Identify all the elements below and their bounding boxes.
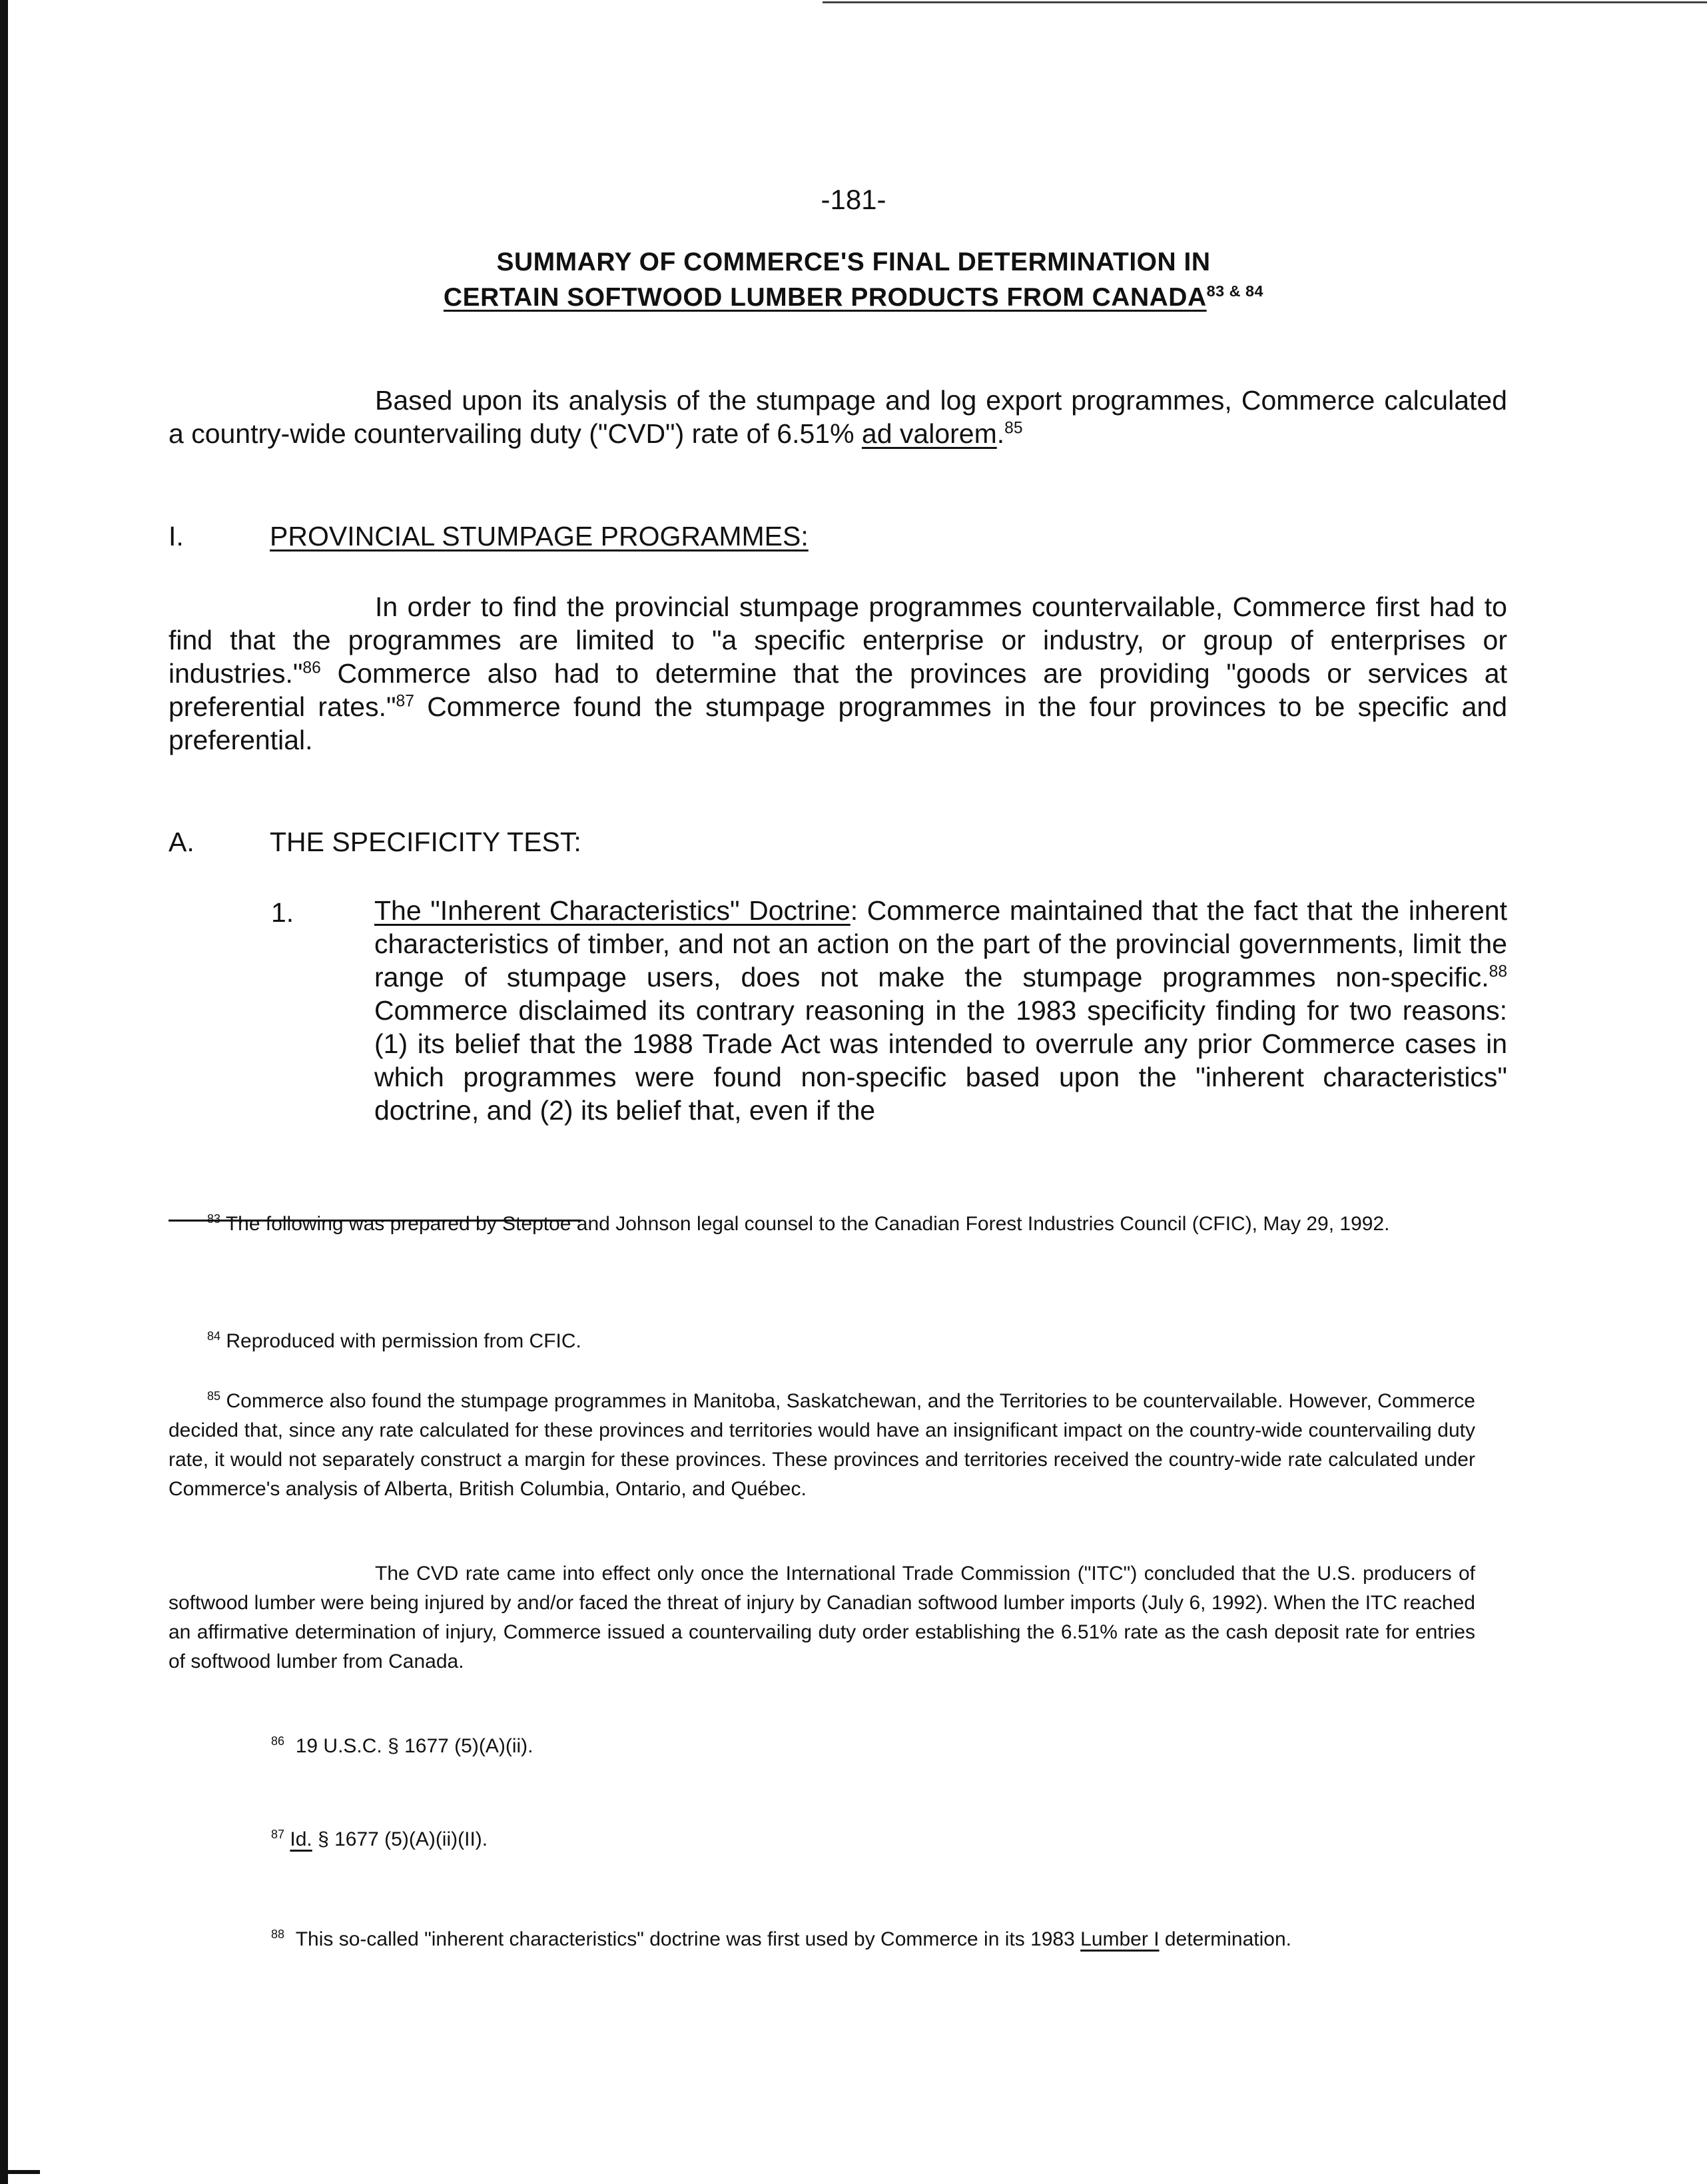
- footnote-83: [169, 1210, 1475, 1239]
- provincial-text-b: Commerce also had to determine that the provinces are providing "goods or services at preferential rates.": [169, 658, 1507, 722]
- scan-top-line: [823, 1, 1707, 3]
- section-a-number: A.: [169, 827, 194, 857]
- intro-paragraph: [169, 384, 1507, 450]
- footnote-ref-88: 88: [1489, 962, 1507, 981]
- section-a-title: THE SPECIFICITY TEST:: [270, 827, 581, 857]
- section-1-number: I.: [169, 521, 184, 551]
- item-1-text-a: : Commerce maintained that the fact that the inherent characteristics of timber, and not an action on the part of the provincial governments, limit the range of stumpage users, does not make the stumpage programmes non-specific.: [374, 895, 1507, 992]
- footnote-84-text: Reproduced with permission from CFIC.: [226, 1330, 581, 1352]
- intro-ad-valorem: ad valorem: [861, 418, 997, 449]
- footnote-85-mark: 85: [207, 1389, 221, 1403]
- provincial-paragraph: [169, 590, 1507, 757]
- page-number: -181-: [821, 184, 886, 215]
- title-footnote-ref: 83 & 84: [1206, 282, 1264, 300]
- footnote-85-text: Commerce also found the stumpage programmes in Manitoba, Saskatchewan, and the Territories to be countervailable. However, Commerce decided that, since any rate calculated for these provinces and territories would have an insignificant impact on the country-wide countervailing duty rate, it would not separately construct a margin for these provinces. These provinces and territories received the country-wide rate calculated under Commerce's analysis of Alberta, British Columbia, Ontario, and Québec.: [169, 1390, 1475, 1500]
- provincial-text-c: Commerce found the stumpage programmes in the four provinces to be specific and preferential.: [169, 691, 1508, 755]
- provincial-text-a: In order to find the provincial stumpage programmes countervailable, Commerce first had to find that the programmes are limited to "a specific enterprise or industry, or group of enterprises or industries.": [169, 591, 1507, 689]
- footnote-ref-87: 87: [396, 692, 414, 711]
- intro-text: Based upon its analysis of the stumpage and log export programmes, Commerce calculated a country-wide countervailing duty ("CVD") rate of 6.51%: [169, 385, 1507, 449]
- footnote-86-text: 19 U.S.C. § 1677 (5)(A)(ii).: [295, 1735, 533, 1757]
- title-line-2: [0, 283, 1707, 312]
- footnote-85: [169, 1387, 1475, 1504]
- intro-end: .: [996, 418, 1005, 449]
- footnote-83-text: The following was prepared by Steptoe and Johnson legal counsel to the Canadian Forest Industries Council (CFIC), May 29, 1992.: [225, 1213, 1390, 1235]
- footnote-87-text: § 1677 (5)(A)(ii)(II).: [312, 1828, 488, 1850]
- scan-bottom-mark: [0, 2170, 40, 2174]
- item-1-paragraph: [374, 894, 1507, 1127]
- footnote-84-mark: 84: [207, 1329, 221, 1343]
- scan-left-edge: [0, 0, 8, 2184]
- title-line-2-text: CERTAIN SOFTWOOD LUMBER PRODUCTS FROM CANADA: [443, 283, 1207, 312]
- footnote-87-id: Id.: [290, 1828, 312, 1850]
- footnote-88-mark: 88: [271, 1928, 285, 1941]
- footnote-85-continued: The CVD rate came into effect only once the International Trade Commission ("ITC") concluded that the U.S. producers of softwood lumber were being injured by and/or faced the threat of injury by Canadian softwood lumber imports (July 6, 1992). When the ITC reached an affirmative determination of injury, Commerce issued a countervailing duty order establishing the 6.51% rate as the cash deposit rate for entries of softwood lumber from Canada.: [169, 1563, 1475, 1672]
- section-1-title: PROVINCIAL STUMPAGE PROGRAMMES:: [270, 521, 809, 551]
- footnote-ref-86: 86: [302, 659, 321, 677]
- footnote-87-mark: 87: [271, 1828, 285, 1841]
- item-1-text-b: Commerce disclaimed its contrary reasoning in the 1983 specificity finding for two reasons: (1) its belief that the 1988 Trade Act was intended to overrule any prior Commerce cases in which programmes were found non-specific based upon the "inherent characteristics" doctrine, and (2) its belief that, even if the: [374, 995, 1507, 1126]
- footnote-88-lumber: Lumber I: [1080, 1928, 1160, 1950]
- footnote-88: [169, 1925, 1475, 1954]
- footnote-86: [271, 1732, 1270, 1761]
- item-1-title: The "Inherent Characteristics" Doctrine: [374, 895, 851, 926]
- footnote-88-text: This so-called "inherent characteristics" doctrine was first used by Commerce in its 1983: [295, 1928, 1081, 1950]
- footnote-88-end: determination.: [1159, 1928, 1291, 1950]
- intro-footnote-ref: 85: [1004, 419, 1023, 438]
- footnote-86-mark: 86: [271, 1734, 285, 1748]
- section-a-heading: [169, 827, 1168, 860]
- footnote-87: [271, 1825, 1270, 1854]
- section-1-heading: [169, 521, 1168, 554]
- footnote-83-mark: 83: [207, 1212, 221, 1226]
- item-1-number: 1.: [271, 897, 294, 928]
- title-line-1: SUMMARY OF COMMERCE'S FINAL DETERMINATION IN: [496, 248, 1211, 276]
- footnote-84: [207, 1327, 1406, 1356]
